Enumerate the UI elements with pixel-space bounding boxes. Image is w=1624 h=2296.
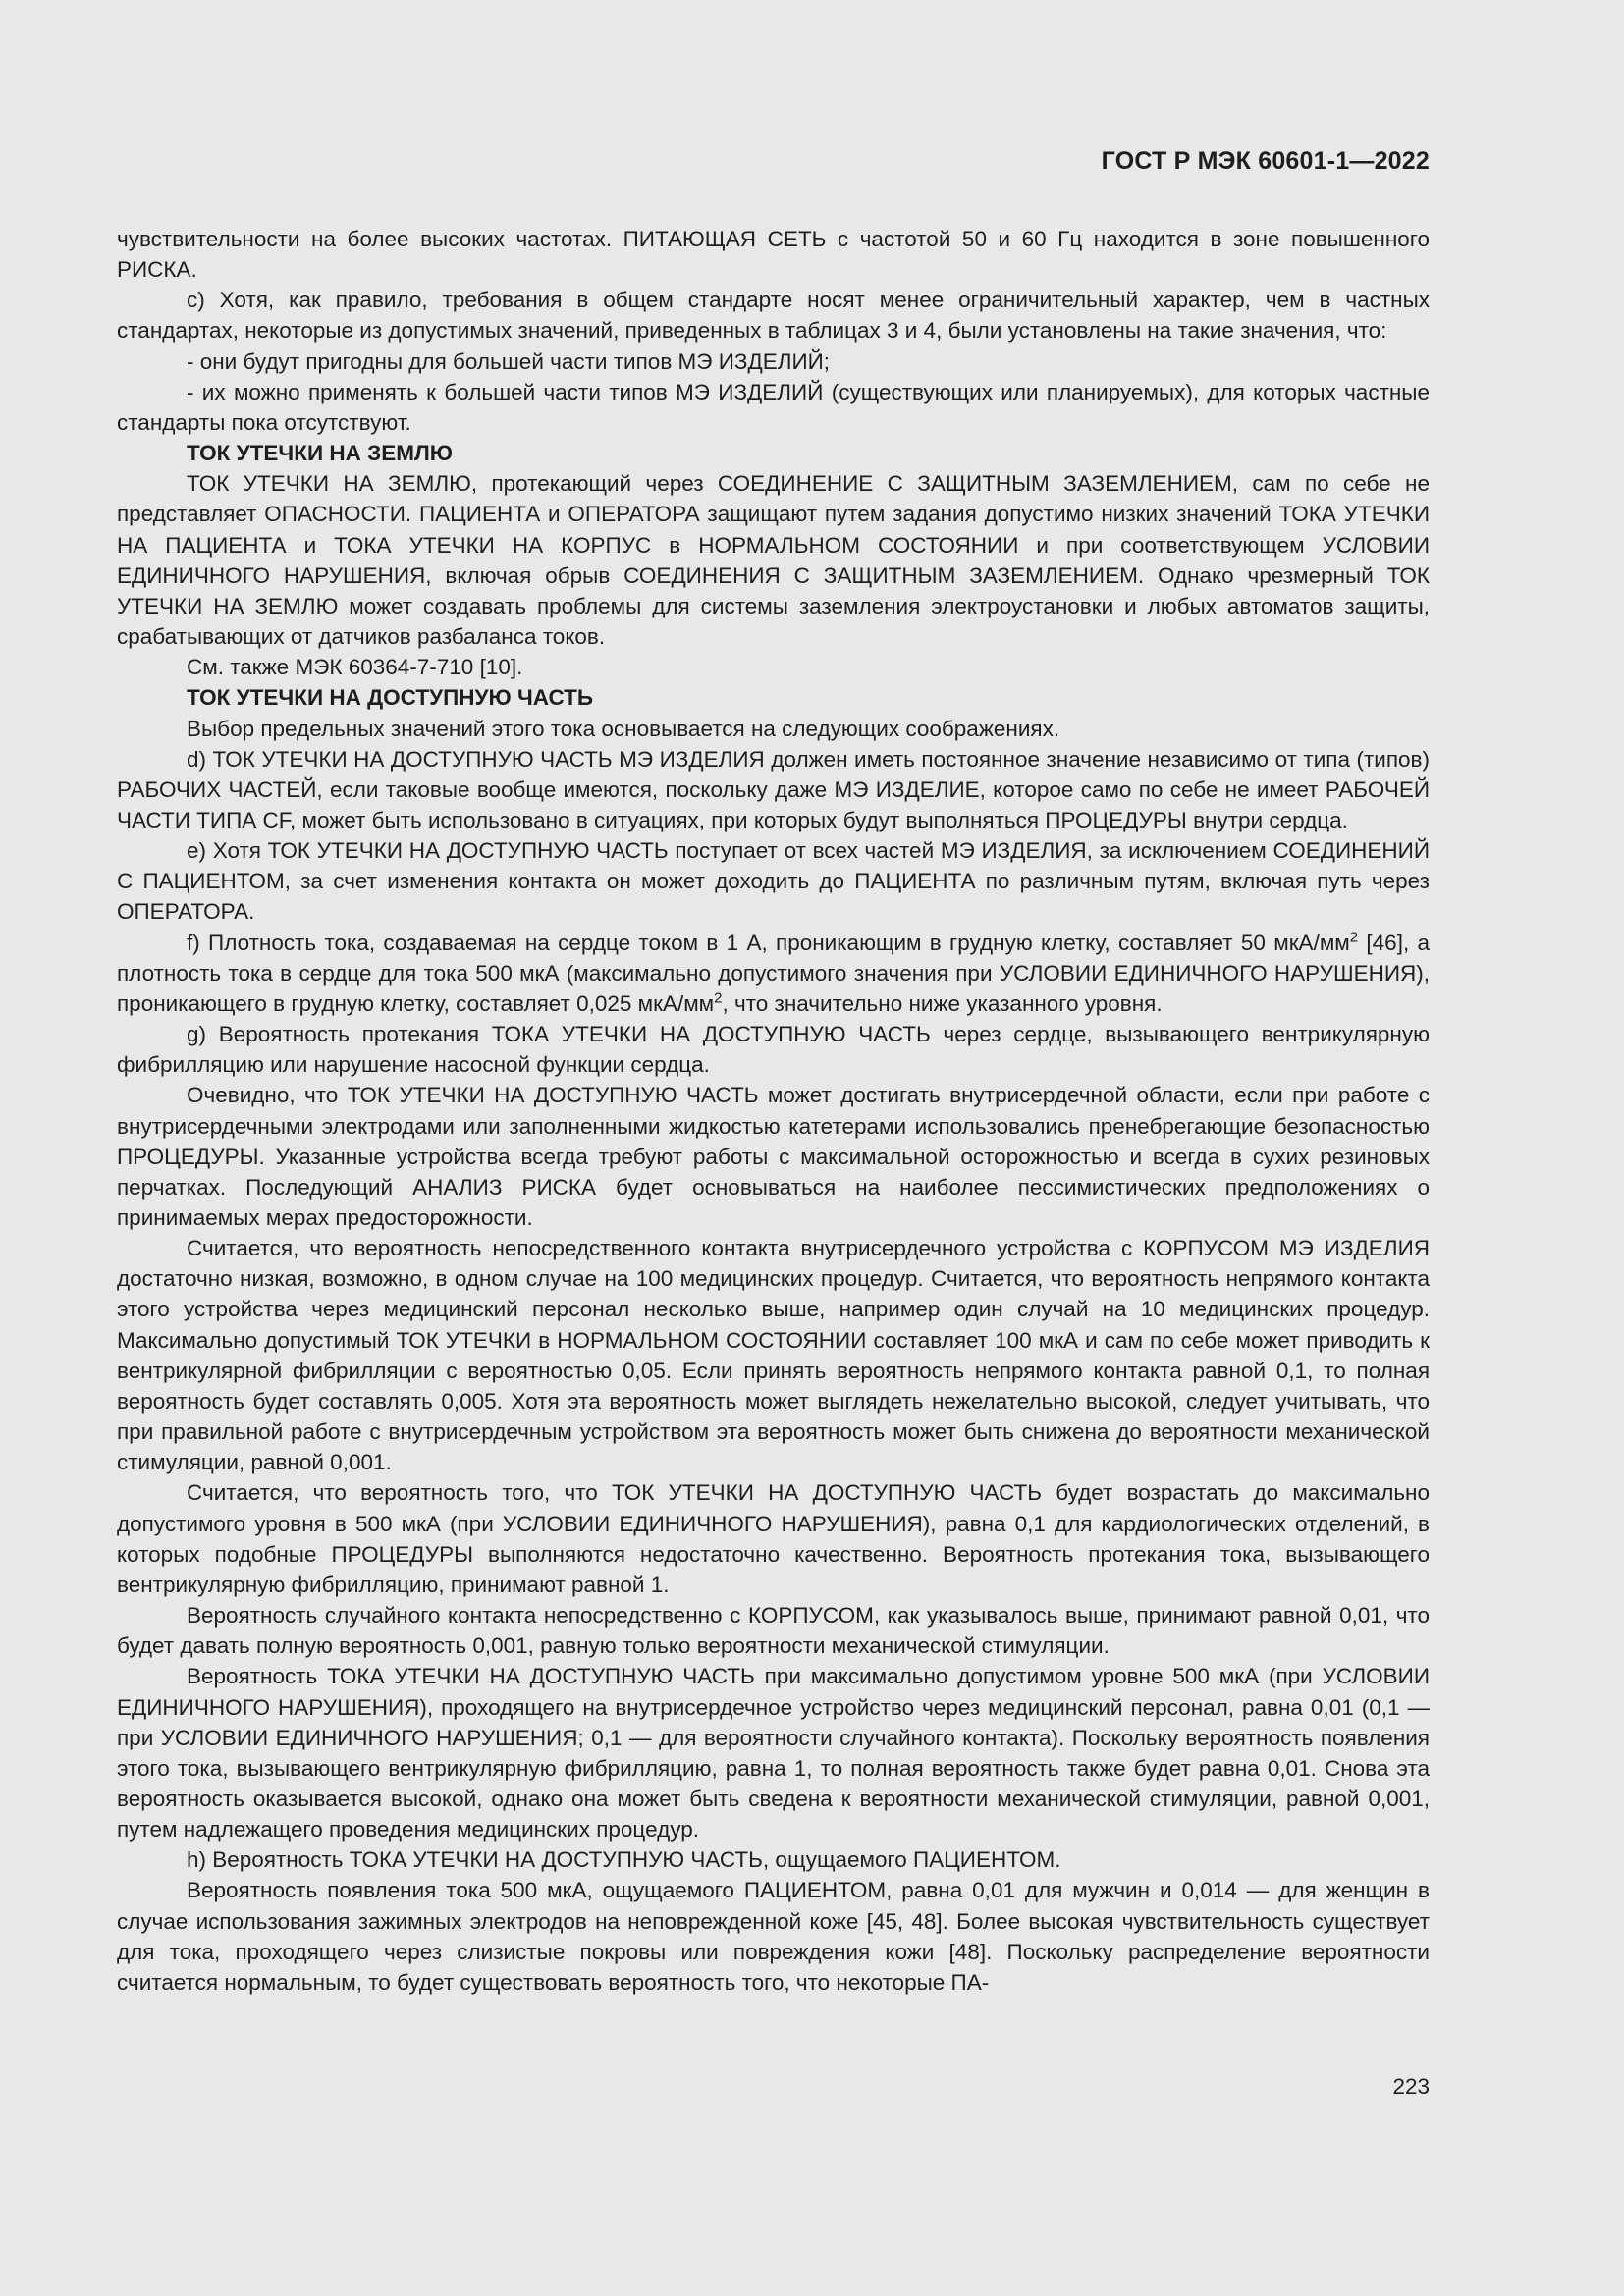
- paragraph: Вероятность появления тока 500 мкА, ощущаемого ПАЦИЕНТОМ, равна 0,01 для мужчин и 0,014 — для женщин в случае использования зажимных электродов на неповрежденной коже [45, 48]. Более высокая чувствительность существует для тока, проходящего через слизистые покровы или повреждения кожи [48]. Поскольку распределение вероятности считается нормальным, то будет существовать вероятность того, что некоторые ПА-: [117, 1878, 1430, 1995]
- page-number: 223: [1392, 2074, 1430, 2099]
- paragraph: Очевидно, что ТОК УТЕЧКИ НА ДОСТУПНУЮ ЧАСТЬ может достигать внутрисердечной области, если при работе с внутрисердечными электродами или заполненными жидкостью катетерами использовались пренебрегающие безопасностью ПРОЦЕДУРЫ. Указанные устройства всегда требуют работы с максимальной осторожностью и всегда в сухих резиновых перчатках. Последующий АНАЛИЗ РИСКА будет основываться на наиболее пессимистических предположениях о принимаемых мерах предосторожности.: [117, 1083, 1430, 1230]
- text-run: f) Плотность тока, создаваемая на сердце током в 1 А, проникающим в грудную клетку, составляет 50 мкА/мм: [187, 930, 1350, 955]
- paragraph: Выбор предельных значений этого тока основывается на следующих соображениях.: [187, 716, 1060, 741]
- document-header: ГОСТ Р МЭК 60601-1—2022: [1101, 147, 1430, 175]
- paragraph: Считается, что вероятность непосредственного контакта внутрисердечного устройства с КОРПУСОМ МЭ ИЗДЕЛИЯ достаточно низкая, возможно, в одном случае на 100 медицинских процедур. Считается, что вероятность непрямого контакта этого устройства через медицинский персонал несколько выше, например один случай на 10 медицинских процедур. Максимально допустимый ТОК УТЕЧКИ в НОРМАЛЬНОМ СОСТОЯНИИ составляет 100 мкА и сам по себе может приводить к вентрикулярной фибрилляции с вероятностью 0,05. Если принять вероятность непрямого контакта равной 0,1, то полная вероятность будет составлять 0,005. Хотя эта вероятность может выглядеть нежелательно высокой, следует учитывать, что при правильной работе с внутрисердечным устройством эта вероятность может быть снижена до вероятности механической стимуляции, равной 0,001.: [117, 1236, 1430, 1475]
- text-run: [46], а плотность тока в сердце для тока 500 мкА (максимально допустимого значения при УСЛОВИИ ЕДИНИЧНОГО НАРУШЕНИЯ), проникающего в грудную клетку, составляет 0,025 мкА/мм: [117, 930, 1431, 1016]
- paragraph-f: [117, 928, 1430, 1019]
- paragraph-d: d) ТОК УТЕЧКИ НА ДОСТУПНУЮ ЧАСТЬ МЭ ИЗДЕЛИЯ должен иметь постоянное значение независимо от типа (типов) РАБОЧИХ ЧАСТЕЙ, если таковые вообще имеются, поскольку даже МЭ ИЗДЕЛИЕ, которое само по себе не имеет РАБОЧЕЙ ЧАСТИ ТИПА CF, может быть использовано в ситуациях, при которых будут выполняться ПРОЦЕДУРЫ внутри сердца.: [117, 746, 1430, 832]
- paragraph: Вероятность случайного контакта непосредственно с КОРПУСОМ, как указывалось выше, принимают равной 0,01, что будет давать полную вероятность 0,001, равную только вероятности механической стимуляции.: [117, 1603, 1430, 1659]
- text-run: , что значительно ниже указанного уровня.: [722, 990, 1163, 1016]
- list-item: - они будут пригодны для большей части типов МЭ ИЗДЕЛИЙ;: [187, 348, 831, 374]
- list-item: - их можно применять к большей части типов МЭ ИЗДЕЛИЙ (существующих или планируемых), для которых частные стандарты пока отсутствуют.: [117, 379, 1430, 435]
- paragraph-c: c) Хотя, как правило, требования в общем стандарте носят менее ограничительный характер, чем в частных стандартах, некоторые из допустимых значений, приведенных в таблицах 3 и 4, были установлены на такие значения, что:: [117, 288, 1430, 344]
- paragraph-g: g) Вероятность протекания ТОКА УТЕЧКИ НА ДОСТУПНУЮ ЧАСТЬ через сердце, вызывающего вентрикулярную фибрилляцию или нарушение насосной функции сердца.: [117, 1022, 1430, 1078]
- superscript: 2: [1349, 929, 1359, 946]
- paragraph: чувствительности на более высоких частотах. ПИТАЮЩАЯ СЕТЬ с частотой 50 и 60 Гц находится в зоне повышенного РИСКА.: [117, 227, 1430, 283]
- paragraph-e: e) Хотя ТОК УТЕЧКИ НА ДОСТУПНУЮ ЧАСТЬ поступает от всех частей МЭ ИЗДЕЛИЯ, за исключением СОЕДИНЕНИЙ С ПАЦИЕНТОМ, за счет изменения контакта он может доходить до ПАЦИЕНТА по различным путям, включая путь через ОПЕРАТОРА.: [117, 838, 1430, 925]
- section-heading: ТОК УТЕЧКИ НА ДОСТУПНУЮ ЧАСТЬ: [187, 685, 594, 711]
- paragraph: ТОК УТЕЧКИ НА ЗЕМЛЮ, протекающий через СОЕДИНЕНИЕ С ЗАЩИТНЫМ ЗАЗЕМЛЕНИЕМ, сам по себе не представляет ОПАСНОСТИ. ПАЦИЕНТА и ОПЕРАТОРА защищают путем задания допустимо низких значений ТОКА УТЕЧКИ НА ПАЦИЕНТА и ТОКА УТЕЧКИ НА КОРПУС в НОРМАЛЬНОМ СОСТОЯНИИ и при соответствующем УСЛОВИИ ЕДИНИЧНОГО НАРУШЕНИЯ, включая обрыв СОЕДИНЕНИЯ С ЗАЩИТНЫМ ЗАЗЕМЛЕНИЕМ. Однако чрезмерный ТОК УТЕЧКИ НА ЗЕМЛЮ может создавать проблемы для системы заземления электроустановки и любых автоматов защиты, срабатывающих от датчиков разбаланса токов.: [117, 471, 1430, 650]
- section-heading: ТОК УТЕЧКИ НА ЗЕМЛЮ: [187, 441, 453, 466]
- paragraph: Вероятность ТОКА УТЕЧКИ НА ДОСТУПНУЮ ЧАСТЬ при максимально допустимом уровне 500 мкА (при УСЛОВИИ ЕДИНИЧНОГО НАРУШЕНИЯ), проходящего на внутрисердечное устройство через медицинский персонал, равна 0,01 (0,1 — при УСЛОВИИ ЕДИНИЧНОГО НАРУШЕНИЯ; 0,1 — для вероятности случайного контакта). Поскольку вероятность появления этого тока, вызывающего вентрикулярную фибрилляцию, равна 1, то полная вероятность также будет равна 0,01. Снова эта вероятность оказывается высокой, однако она может быть сведена к вероятности механической стимуляции, равной 0,001, путем надлежащего проведения медицинских процедур.: [117, 1664, 1430, 1842]
- body-text: [117, 224, 1430, 1998]
- paragraph: Считается, что вероятность того, что ТОК УТЕЧКИ НА ДОСТУПНУЮ ЧАСТЬ будет возрастать до максимально допустимого уровня в 500 мкА (при УСЛОВИИ ЕДИНИЧНОГО НАРУШЕНИЯ), равна 0,1 для кардиологических отделений, в которых подобные ПРОЦЕДУРЫ выполняются недостаточно качественно. Вероятность протекания тока, вызывающего вентрикулярную фибрилляцию, принимают равной 1.: [117, 1480, 1430, 1597]
- paragraph-h: h) Вероятность ТОКА УТЕЧКИ НА ДОСТУПНУЮ ЧАСТЬ, ощущаемого ПАЦИЕНТОМ.: [187, 1847, 1061, 1873]
- superscript: 2: [714, 989, 723, 1007]
- paragraph: См. также МЭК 60364-7-710 [10].: [187, 655, 523, 680]
